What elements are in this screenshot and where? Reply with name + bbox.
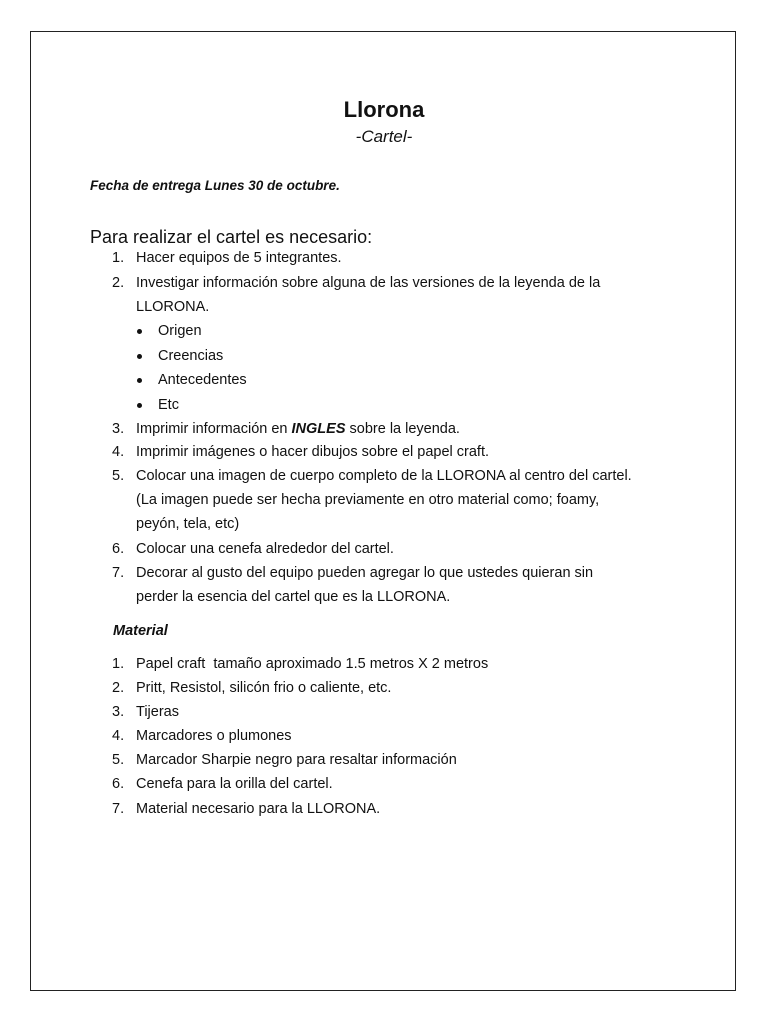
list-text: Tijeras <box>136 704 179 720</box>
list-text: LLORONA. <box>136 299 210 315</box>
bullet-icon <box>137 329 142 334</box>
list-text: peyón, tela, etc) <box>136 516 240 532</box>
list-text: Decorar al gusto del equipo pueden agregar lo que ustedes quieran sin <box>136 565 594 581</box>
list-text: Investigar información sobre alguna de las versiones de la leyenda de la <box>136 275 601 291</box>
list-text: Marcador Sharpie negro para resaltar información <box>136 752 457 768</box>
list-text: Papel craft tamaño aproximado 1.5 metros X 2 metros <box>136 656 489 672</box>
list-number: 7. <box>112 801 125 817</box>
list-number: 3. <box>112 421 125 437</box>
bullet-icon <box>137 378 142 383</box>
list-text-post: sobre la leyenda. <box>345 421 460 437</box>
list-text: (La imagen puede ser hecha previamente en otro material como; foamy, <box>136 492 600 508</box>
bullet-icon <box>137 403 142 408</box>
list-number: 5. <box>112 468 125 484</box>
list-text: Cenefa para la orilla del cartel. <box>136 776 333 792</box>
bullet-text: Etc <box>158 397 179 413</box>
list-text: Marcadores o plumones <box>136 728 292 744</box>
list-number: 2. <box>112 680 125 696</box>
list-number: 4. <box>112 444 125 460</box>
list-text: Pritt, Resistol, silicón frio o caliente, etc. <box>136 680 392 696</box>
list-number: 6. <box>112 776 125 792</box>
page-border <box>30 31 736 991</box>
list-text: Colocar una imagen de cuerpo completo de la LLORONA al centro del cartel. <box>136 468 632 484</box>
list-number: 1. <box>112 656 125 672</box>
list-text: Colocar una cenefa alrededor del cartel. <box>136 541 394 557</box>
list-number: 4. <box>112 728 125 744</box>
list-text-pre: Imprimir información en <box>136 421 292 437</box>
intro-text: Para realizar el cartel es necesario: <box>90 227 373 247</box>
document-title: Llorona <box>343 97 425 122</box>
document-subtitle: -Cartel- <box>355 127 413 146</box>
list-number: 5. <box>112 752 125 768</box>
list-text: Material necesario para la LLORONA. <box>136 801 381 817</box>
list-number: 3. <box>112 704 125 720</box>
bullet-text: Antecedentes <box>158 372 247 388</box>
bullet-icon <box>137 354 142 359</box>
list-text: perder la esencia del cartel que es la LLORONA. <box>136 589 451 605</box>
list-number: 1. <box>112 250 125 266</box>
list-number: 2. <box>112 275 125 291</box>
bullet-text: Creencias <box>158 348 224 364</box>
emphasis-text: INGLES <box>291 421 346 437</box>
material-heading: Material <box>113 623 168 639</box>
list-text: Hacer equipos de 5 integrantes. <box>136 250 342 266</box>
bullet-text: Origen <box>158 323 202 339</box>
list-number: 6. <box>112 541 125 557</box>
list-text <box>136 419 460 439</box>
list-number: 7. <box>112 565 125 581</box>
deadline-text: Fecha de entrega Lunes 30 de octubre. <box>90 178 340 193</box>
list-text: Imprimir imágenes o hacer dibujos sobre el papel craft. <box>136 444 489 460</box>
